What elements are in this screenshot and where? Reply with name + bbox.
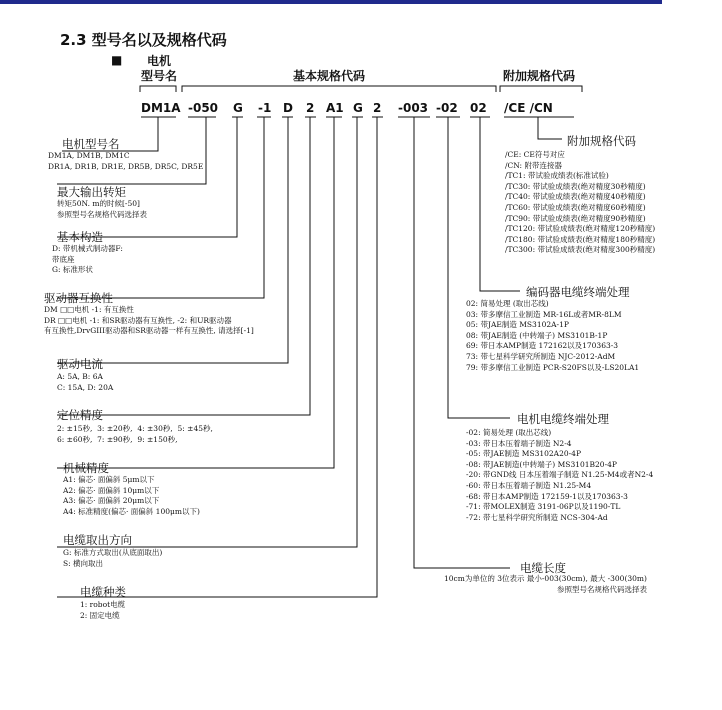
code-length: -003 xyxy=(398,101,429,115)
encoder-body: 02: 简易处理 (取出芯线) 03: 带多摩信工业制造 MR-16L或者MR-8LM 05: 带JAE制造 MS3102A-1P 08: 带JAE制造 (中转端子) MS3101B-1P 69: 带日本AMP制造 172162以及170363-3 73: 带七星科学研究所制造 NJC-2012-AdM 79: 带多摩信工业制造 PCR-S20FS以及-LS20LA1 xyxy=(466,299,640,372)
mech-title: 机械精度 xyxy=(63,461,109,475)
extra-title: 附加规格代码 xyxy=(567,134,636,148)
header-motor-line2: 型号名 xyxy=(141,69,178,83)
driver-body: DM □□电机 -1: 有互换性 DR □□电机 -1: 和SR驱动器有互换性, -2: 和UR驱动器 有互换性,DrvGIII驱动器和SR驱动器一样有互换性, 请选择[-1] xyxy=(44,305,254,336)
structure-body: D: 带机械式制动器F: 带底座 G: 标准形状 xyxy=(52,244,123,275)
bullet-square: ■ xyxy=(111,53,123,67)
code-mech: A1 xyxy=(326,101,344,115)
model-title: 电机型号名 xyxy=(62,137,120,151)
code-direction: G xyxy=(353,101,363,115)
code-structure: G xyxy=(233,101,243,115)
torque-body: 转矩50N. m的时候[-50] 参照型号名规格代码选择表 xyxy=(57,199,147,219)
structure-title: 基本构造 xyxy=(57,230,103,244)
code-encoder: 02 xyxy=(470,101,487,115)
header-extra-spec: 附加规格代码 xyxy=(503,69,576,83)
motor-term-body: -02: 简易处理 (取出芯线) -03: 带日本压着端子制造 N2-4 -05: 带JAE制造 MS3102A20-4P -08: 带JAE制造(中转端子) MS3101B20-4P -20: 带GND线 日本压着端子制造 N1.25-M4或者N2-4 -60: 带日本压着端子制造 N1.25-M4 -68: 带日本AMP制造 172159-1以及170363-3 -71: 带MOLEX制造 3191-06P以及1190-TL -72: 带七星科学研究所制造 NCS-304-Ad xyxy=(466,428,654,522)
code-model: DM1A xyxy=(141,101,181,115)
accuracy-body: 2: ±15秒, 3: ±20秒, 4: ±30秒, 5: ±45秒, 6: ±60秒, 7: ±90秒, 9: ±150秒, xyxy=(57,424,213,444)
cable-type-title: 电缆种类 xyxy=(80,585,126,599)
motor-term-title: 电机电缆终端处理 xyxy=(517,412,609,426)
code-extra: /CE /CN xyxy=(504,101,553,115)
code-motor-term: -02 xyxy=(436,101,458,115)
mech-body: A1: 偏芯· 面偏斜 5μm以下 A2: 偏芯· 面偏斜 10μm以下 A3: 偏芯· 面偏斜 20μm以下 A4: 标准精度(偏芯· 面偏斜 100μm以下) xyxy=(63,475,200,516)
current-title: 驱动电流 xyxy=(57,357,103,371)
code-torque: -050 xyxy=(188,101,219,115)
current-body: A: 5A, B: 6A C: 15A, D: 20A xyxy=(57,372,114,392)
section-title: 2.3 型号名以及规格代码 xyxy=(60,31,227,49)
length-title: 电缆长度 xyxy=(520,561,566,575)
driver-title: 驱动器互换性 xyxy=(44,291,113,305)
direction-body: G: 标准方式取出(从底面取出) S: 横向取出 xyxy=(63,548,163,568)
code-current: D xyxy=(283,101,293,115)
torque-title: 最大输出转矩 xyxy=(57,185,126,199)
cable-type-body: 1: robot电缆 2: 固定电缆 xyxy=(80,600,126,620)
direction-title: 电缆取出方向 xyxy=(63,533,132,547)
header-basic-spec: 基本规格代码 xyxy=(293,69,366,83)
length-body: 10cm为单位的 3位表示 最小-003(30cm), 最大 -300(30m) 参照型号名规格代码选择表 xyxy=(444,574,647,594)
code-accuracy: 2 xyxy=(306,101,315,115)
header-motor-line1: 电机 xyxy=(147,54,172,68)
code-driver: -1 xyxy=(258,101,272,115)
model-body: DM1A, DM1B, DM1C DR1A, DR1B, DR1E, DR5B, DR5C, DR5E xyxy=(48,151,204,171)
code-cable-type: 2 xyxy=(373,101,382,115)
accuracy-title: 定位精度 xyxy=(57,408,103,422)
encoder-title: 编码器电缆终端处理 xyxy=(526,285,630,299)
extra-body: /CE: CE符号对应 /CN: 附带连接器 /TC1: 带试验成绩表(标准试验) /TC30: 带试验成绩表(绝对精度30秒精度) /TC40: 带试验成绩表(绝对精度40秒精度) /TC60: 带试验成绩表(绝对精度60秒精度) /TC90: 带试验成绩表(绝对精度90秒精度) /TC120: 带试验成绩表(绝对精度120秒精度) /TC180: 带试验成绩表(绝对精度180秒精度) /TC300: 带试验成绩表(绝对精度300秒精度) xyxy=(505,150,656,255)
